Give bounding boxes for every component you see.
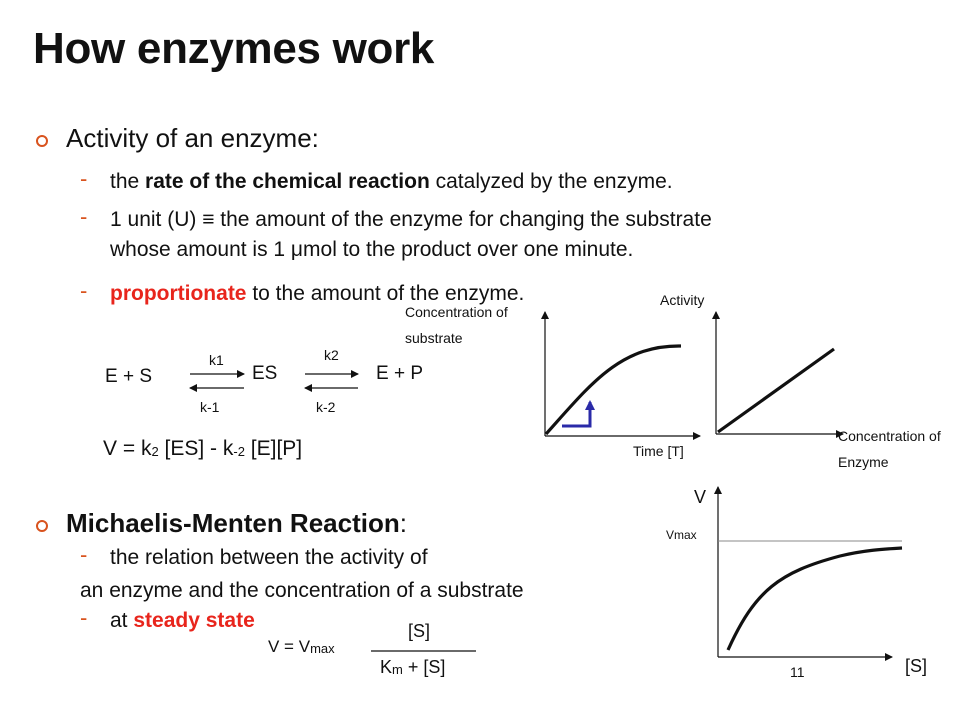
graph3-ylabel: V: [694, 487, 707, 507]
graph1-curve: [546, 346, 681, 434]
eq-text: + [S]: [402, 657, 446, 677]
graph1-ylabel-line1: Concentration of: [405, 304, 508, 320]
graph2-ylabel: Activity: [660, 292, 705, 308]
eq-subscript: -2: [233, 444, 245, 459]
text-fragment: at: [110, 609, 134, 632]
highlight-word: steady state: [133, 609, 255, 632]
eq-text: K: [380, 657, 393, 677]
eq-text: [E][P]: [244, 437, 303, 460]
page-number: 11: [790, 664, 805, 680]
text-fragment: the: [110, 170, 146, 193]
highlight-word: proportionate: [110, 282, 247, 305]
graph1-xlabel: Time [T]: [633, 443, 684, 459]
eq-text: V = V: [268, 637, 311, 656]
complex-label: ES: [252, 363, 278, 384]
sub-bullet-relation-line2: an enzyme and the concentration of a substrate: [80, 579, 524, 602]
sub-bullet-unit-line1: 1 unit (U) ≡ the amount of the enzyme for changing the substrate: [110, 208, 712, 231]
eq-subscript: 2: [151, 444, 159, 459]
eq-subscript: max: [310, 641, 335, 656]
text-fragment: catalyzed by the enzyme.: [429, 170, 673, 193]
rate-constant-k1: k1: [209, 352, 224, 368]
dash-bullet-icon: -: [80, 166, 88, 191]
mm-numerator: [S]: [408, 621, 431, 641]
text-fragment: to the amount of the enzyme.: [246, 282, 525, 305]
dash-bullet-icon: -: [80, 204, 88, 229]
rate-constant-k2: k2: [324, 347, 339, 363]
eq-text: [ES] - k: [158, 437, 234, 460]
eq-subscript: m: [392, 662, 403, 677]
sub-bullet-unit-line2: whose amount is 1 μmol to the product over one minute.: [110, 238, 634, 261]
graph3-xlabel: [S]: [905, 656, 928, 676]
bold-heading: Michaelis-Menten Reaction: [66, 508, 400, 538]
slide-title: How enzymes work: [33, 24, 435, 73]
graph2-xlabel-line1: Concentration of: [838, 428, 941, 444]
bullet-heading-activity: Activity of an enzyme:: [66, 123, 319, 153]
eq-text: V = k: [103, 437, 152, 460]
vmax-label: Vmax: [666, 528, 697, 542]
graph2-xlabel-line2: Enzyme: [838, 454, 889, 470]
dash-bullet-icon: -: [80, 278, 88, 303]
blue-arrow-icon: [562, 402, 590, 426]
graph1-ylabel-line2: substrate: [405, 330, 463, 346]
dash-bullet-icon: -: [80, 542, 88, 567]
reactant-label: E + S: [105, 366, 152, 387]
sub-bullet-relation-line1: the relation between the activity of: [110, 546, 428, 569]
rate-constant-k-1: k-1: [200, 399, 220, 415]
colon: :: [399, 508, 407, 538]
product-label: E + P: [376, 363, 423, 384]
dash-bullet-icon: -: [80, 605, 88, 630]
bold-phrase: rate of the chemical reaction: [145, 170, 430, 193]
michaelis-menten-curve: [728, 548, 902, 650]
rate-constant-k-2: k-2: [316, 399, 336, 415]
graph2-line: [718, 349, 834, 432]
